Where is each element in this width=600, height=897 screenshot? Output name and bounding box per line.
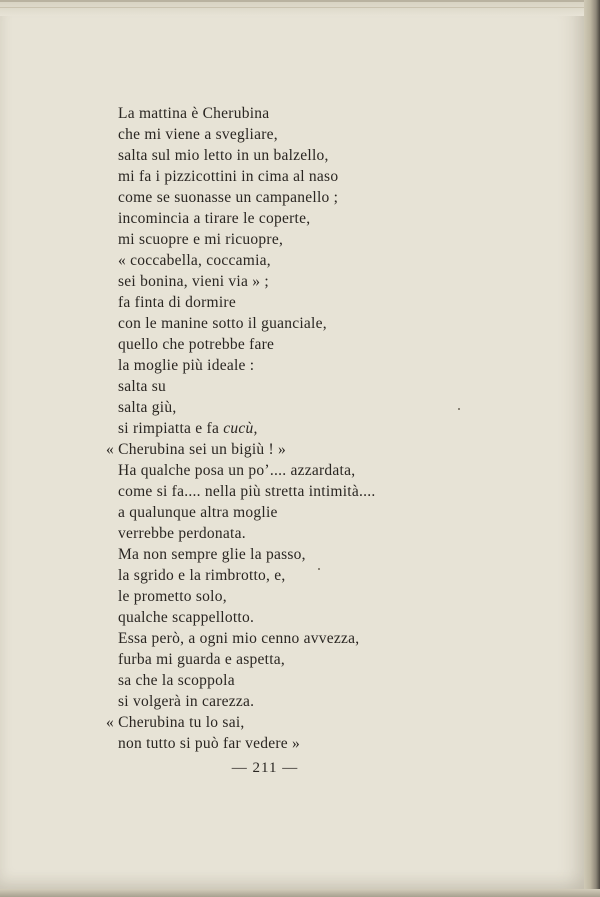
poem-line: salta sul mio letto in un balzello,: [118, 147, 329, 164]
poem-text: [106, 103, 558, 754]
poem-line: mi fa i pizzicottini in cima al naso: [118, 168, 339, 185]
poem-line: come se suonasse un campanello ;: [118, 189, 339, 206]
poem-line: sei bonina, vieni via » ;: [118, 273, 269, 290]
poem-line: non tutto si può far vedere »: [118, 735, 301, 752]
poem-line: Ha qualche posa un po’.... azzardata,: [118, 462, 356, 479]
poem-line: come si fa.... nella più stretta intimità....: [118, 483, 376, 500]
poem-line: a qualunque altra moglie: [118, 504, 278, 521]
poem-line: con le manine sotto il guanciale,: [118, 315, 327, 332]
poem-line: che mi viene a svegliare,: [118, 126, 278, 143]
page-number: — 211 —: [231, 760, 299, 776]
paper-speck: [318, 568, 320, 570]
poem-line: incomincia a tirare le coperte,: [118, 210, 311, 227]
poem-line: la sgrido e la rimbrotto, e,: [118, 567, 286, 584]
poem-line: « Cherubina tu lo sai,: [106, 714, 245, 731]
poem-line-text: si rimpiatta e fa: [118, 420, 224, 437]
poem-line: « Cherubina sei un bigiù ! »: [106, 441, 287, 458]
paper-speck: [458, 408, 460, 410]
poem-line: le prometto solo,: [118, 588, 227, 605]
poem-line: « coccabella, coccamia,: [118, 252, 271, 269]
poem-line: quello che potrebbe fare: [118, 336, 275, 353]
poem-line: fa finta di dormire: [118, 294, 236, 311]
poem-line: Ma non sempre glie la passo,: [118, 546, 306, 563]
poem-line: la moglie più ideale :: [118, 357, 255, 374]
poem-line: salta su: [118, 378, 167, 395]
poem-line: La mattina è Cherubina: [118, 105, 270, 122]
poem-line: verrebbe perdonata.: [118, 525, 246, 542]
poem-line: Essa però, a ogni mio cenno avvezza,: [118, 630, 360, 647]
poem-line: furba mi guarda e aspetta,: [118, 651, 286, 668]
poem-line-with-italic: [118, 418, 558, 439]
italic-word: cucù,: [223, 420, 258, 437]
poem-line: salta giù,: [118, 399, 177, 416]
page-bottom-edge: [0, 889, 600, 897]
page-right-edge: [584, 0, 600, 897]
poem-line: sa che la scoppola: [118, 672, 235, 689]
poem-line: si volgerà in carezza.: [118, 693, 255, 710]
page-top-edge: [0, 0, 586, 16]
poem-line: qualche scappellotto.: [118, 609, 255, 626]
poem-line: mi scuopre e mi ricuopre,: [118, 231, 284, 248]
